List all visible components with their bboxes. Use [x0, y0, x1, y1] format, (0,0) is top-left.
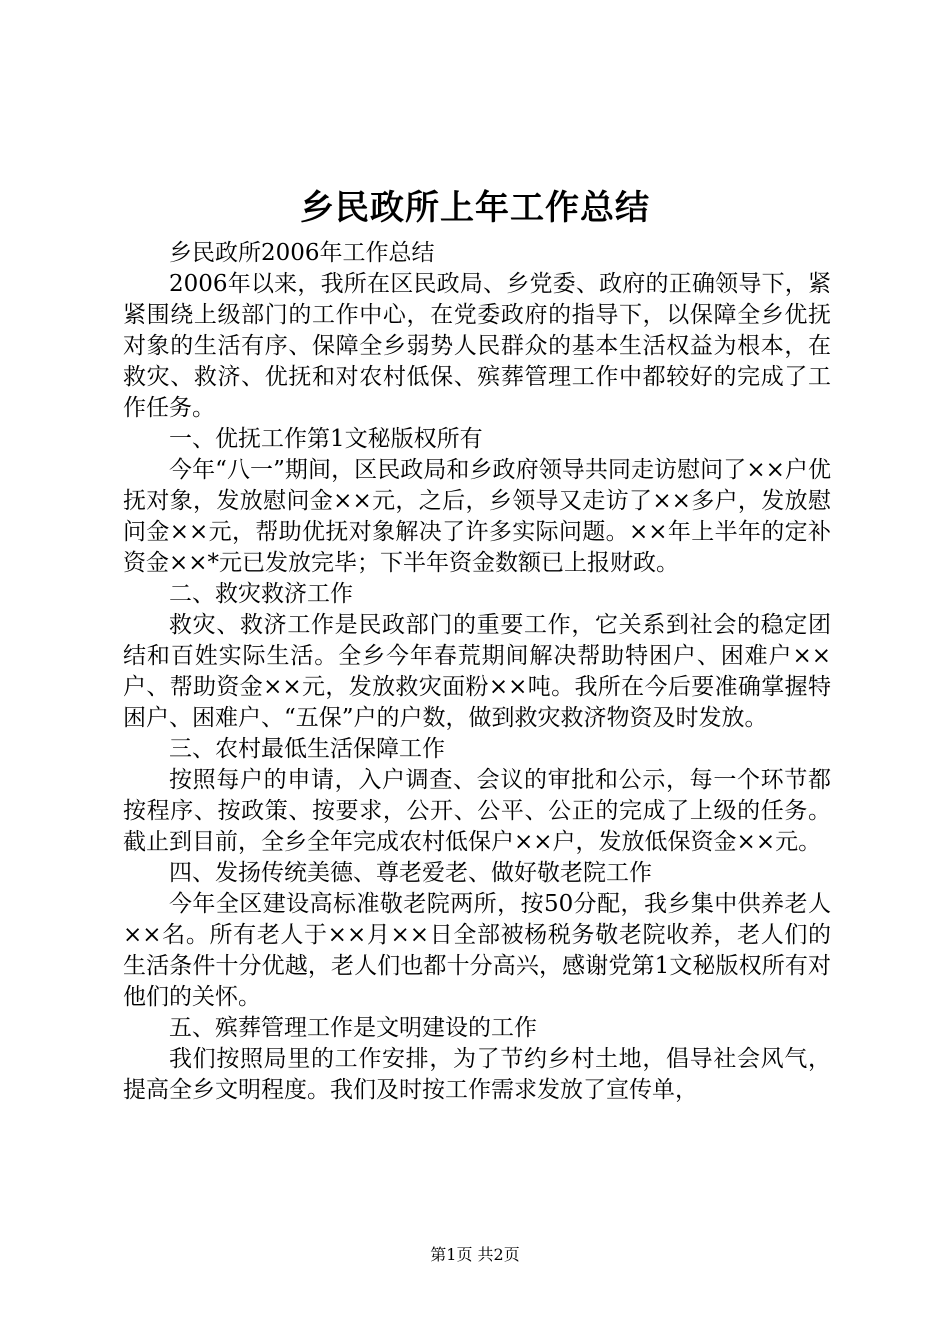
section-heading-2: 二、救灾救济工作 [169, 581, 353, 607]
section-heading-3: 三、农村最低生活保障工作 [169, 736, 445, 762]
section-heading-1: 一、优抚工作第1文秘版权所有 [169, 426, 483, 452]
section-paragraph-4: 今年全区建设高标准敬老院两所，按50分配，我乡集中供养老人××名。所有老人于××月××日全部被杨税务敬老院收养，老人们的生活条件十分优越，老人们也都十分高兴，感谢党第1文秘版权所有对他们的关怀。 [123, 891, 831, 1010]
section-paragraph-3: 按照每户的申请，入户调查、会议的审批和公示，每一个环节都按程序、按政策、按要求，公开、公平、公正的完成了上级的任务。截止到目前，全乡全年完成农村低保户××户，发放低保资金××元。 [123, 767, 831, 855]
page-number-footer: 第1页 共2页 [430, 1245, 520, 1264]
section-paragraph-1: 今年“八一”期间，区民政局和乡政府领导共同走访慰问了××户优抚对象，发放慰问金××元，之后，乡领导又走访了××多户，发放慰问金××元，帮助优抚对象解决了许多实际问题。××年上半年的定补资金××*元已发放完毕；下半年资金数额已上报财政。 [123, 457, 831, 576]
section-paragraph-5: 我们按照局里的工作安排，为了节约乡村土地，倡导社会风气，提高全乡文明程度。我们及时按工作需求发放了宣传单， [123, 1046, 831, 1103]
subtitle-paragraph: 乡民政所2006年工作总结 [169, 240, 435, 266]
document-title: 乡民政所上年工作总结 [300, 188, 650, 228]
document-body [123, 238, 831, 1106]
section-heading-5: 五、殡葬管理工作是文明建设的工作 [169, 1015, 537, 1041]
section-heading-4: 四、发扬传统美德、尊老爱老、做好敬老院工作 [169, 860, 652, 886]
section-paragraph-2: 救灾、救济工作是民政部门的重要工作，它关系到社会的稳定团结和百姓实际生活。全乡今年春荒期间解决帮助特困户、困难户××户、帮助资金××元，发放救灾面粉××吨。我所在今后要准确掌握特困户、困难户、“五保”户的户数，做到救灾救济物资及时发放。 [123, 612, 831, 731]
intro-paragraph: 2006年以来，我所在区民政局、乡党委、政府的正确领导下，紧紧围绕上级部门的工作中心，在党委政府的指导下，以保障全乡优抚对象的生活有序、保障全乡弱势人民群众的基本生活权益为根本，在救灾、救济、优抚和对农村低保、殡葬管理工作中都较好的完成了工作任务。 [123, 271, 831, 421]
